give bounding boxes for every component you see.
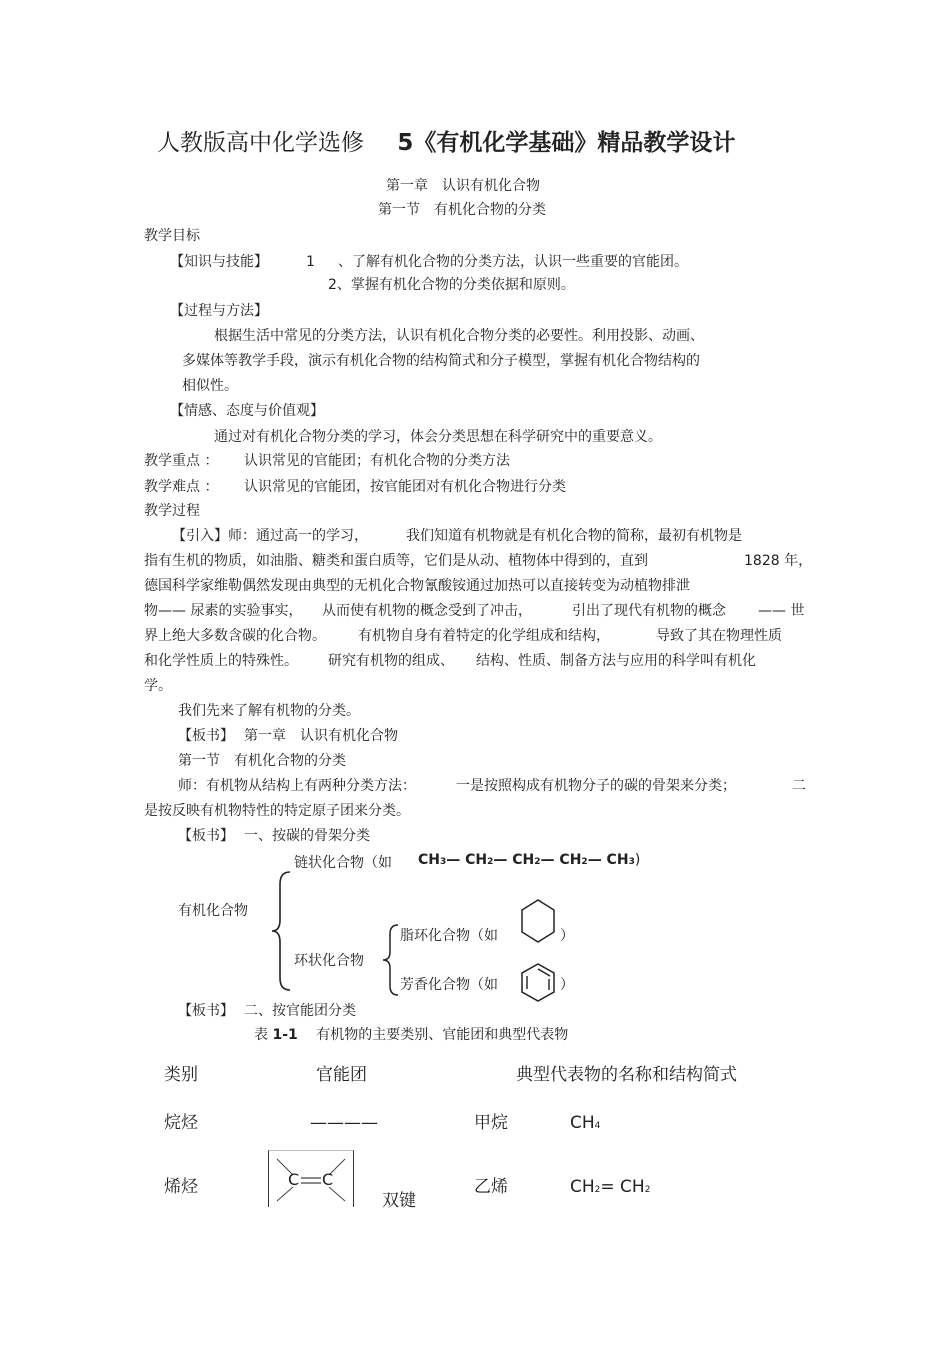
key-point-text: 认识常见的官能团；有机化合物的分类方法 (244, 453, 510, 469)
intro-text: 我们知道有机物就是有机化合物的简称，最初有机物是 (406, 528, 742, 544)
pentane-formula (418, 852, 640, 868)
intro-text: 物—— 尿素的实验事实， (144, 603, 303, 619)
process-label: 【过程与方法】 (170, 303, 268, 319)
table-cell-name: 甲烷 (474, 1113, 508, 1133)
alicyclic-label: 脂环化合物（如 (400, 928, 498, 944)
teacher-text: 是按反映有机物特性的特定原子团来分类。 (144, 803, 410, 819)
board-text: 第一章 认识有机化合物 (244, 728, 398, 744)
organic-compound-root: 有机化合物 (178, 903, 248, 919)
table-header: 官能团 (316, 1065, 367, 1085)
aromatic-label: 芳香化合物（如 (400, 977, 498, 993)
learn-classify-text: 我们先来了解有机物的分类。 (178, 703, 360, 719)
process-line: 根据生活中常见的分类方法，认识有机化合物分类的必要性。利用投影、动画、 (214, 328, 704, 344)
board-text: 二、按官能团分类 (244, 1003, 356, 1019)
formula-part: — CH (446, 852, 488, 868)
formula-sub: 2 (534, 857, 541, 867)
difficulty-text: 认识常见的官能团，按官能团对有机化合物进行分类 (244, 479, 566, 495)
knowledge-item2: 2、掌握有机化合物的分类依据和原则。 (328, 277, 575, 293)
intro-text: 引出了现代有机物的概念 (572, 603, 726, 619)
title-part1: 人教版高中化学选修 (157, 130, 364, 156)
difficulty-label: 教学难点 ： (144, 479, 219, 495)
close-paren: ） (560, 977, 574, 993)
key-point-label: 教学重点 ： (144, 453, 219, 469)
section-heading: 第一节 有机化合物的分类 (378, 202, 546, 218)
knowledge-num: 1 (306, 254, 315, 270)
table-cell-formula (570, 1112, 600, 1137)
goals-heading: 教学目标 (144, 228, 200, 244)
intro-text: 研究有机物的组成、 (328, 653, 454, 669)
board-label: 【板书】 (178, 828, 234, 844)
table-cell-formula (570, 1176, 650, 1201)
formula-part: = CH (600, 1177, 645, 1197)
formula-part: — CH (587, 852, 629, 868)
board-label: 【板书】 (178, 1003, 234, 1019)
intro-text: 和化学性质上的特殊性。 (144, 653, 298, 669)
table-header: 典型代表物的名称和结构简式 (516, 1065, 737, 1085)
double-bond-lines-icon (269, 1151, 353, 1207)
caption-text: 有机物的主要类别、官能团和典型代表物 (316, 1027, 569, 1043)
board-text: 一、按碳的骨架分类 (244, 828, 370, 844)
intro-text: 导致了其在物理性质 (656, 628, 782, 644)
title-part2: 5《有机化学基础》精品教学设计 (397, 130, 736, 156)
formula-part: ) (634, 852, 641, 868)
formula-part: CH (570, 1177, 595, 1197)
process-line: 相似性。 (182, 378, 238, 394)
knowledge-item1: 、了解有机化合物的分类方法，认识一些重要的官能团。 (338, 254, 688, 270)
formula-sub: 3 (440, 857, 447, 867)
intro-text: 德国科学家维勒偶然发现由典型的无机化合物氰酸铵通过加热可以直接转变为动植物排泄 (144, 578, 690, 594)
carbon-atom: C (288, 1170, 300, 1189)
intro-text: 1828 年， (744, 553, 813, 569)
intro-text: 学。 (144, 678, 172, 694)
process-heading: 教学过程 (144, 503, 200, 519)
formula-part: CH (570, 1113, 595, 1133)
intro-text: 结构、性质、制备方法与应用的科学叫有机化 (476, 653, 756, 669)
double-bond-structure-icon (268, 1150, 354, 1207)
carbon-atom: C (322, 1170, 334, 1189)
intro-text: 从而使有机物的概念受到了冲击， (322, 603, 532, 619)
formula-sub: 4 (594, 1121, 601, 1131)
brace-main-icon (268, 868, 298, 994)
emotion-label: 【情感、态度与价值观】 (170, 403, 324, 419)
table-cell-category: 烷烃 (164, 1113, 198, 1133)
cyclohexane-icon (520, 898, 556, 946)
intro-text: 有机物自身有着特定的化学组成和结构， (358, 628, 610, 644)
board-label: 【板书】 (178, 728, 234, 744)
caption-prefix: 表 (254, 1027, 268, 1043)
table-cell-name: 乙烯 (474, 1177, 508, 1197)
close-paren: ） (560, 928, 574, 944)
formula-sub: 2 (644, 1185, 651, 1195)
table-header: 类别 (164, 1065, 198, 1085)
formula-sub: 2 (594, 1185, 601, 1195)
table-caption (254, 1026, 568, 1044)
chapter-heading: 第一章 认识有机化合物 (386, 178, 540, 194)
brace-ring-icon (380, 922, 402, 998)
formula-sub: 2 (487, 857, 494, 867)
formula-sub: 2 (581, 857, 588, 867)
formula-part: CH (418, 852, 440, 868)
table-cell-group: 双键 (382, 1191, 416, 1211)
chain-compound-label: 链状化合物（如 (294, 855, 392, 871)
table-cell-group: ———— (310, 1113, 378, 1133)
intro-text: —— 世 (758, 603, 805, 619)
intro-text: 【引入】师：通过高一的学习， (172, 528, 368, 544)
emotion-text: 通过对有机化合物分类的学习，体会分类思想在科学研究中的重要意义。 (214, 429, 662, 445)
teacher-text: 师：有机物从结构上有两种分类方法： (178, 778, 416, 794)
ring-compound-label: 环状化合物 (294, 953, 364, 969)
process-line: 多媒体等教学手段，演示有机化合物的结构简式和分子模型，掌握有机化合物结构的 (182, 353, 700, 369)
teacher-text: 二 (792, 778, 806, 794)
table-cell-category: 烯烃 (164, 1177, 198, 1197)
board-section: 第一节 有机化合物的分类 (178, 753, 346, 769)
benzene-icon (520, 962, 556, 1004)
intro-text: 指有生机的物质，如油脂、糖类和蛋白质等，它们是从动、植物体中得到的，直到 (144, 553, 648, 569)
intro-text: 界上绝大多数含碳的化合物。 (144, 628, 326, 644)
formula-sub: 3 (628, 857, 635, 867)
knowledge-label: 【知识与技能】 (170, 254, 268, 270)
document-title (157, 128, 735, 158)
caption-number: 1-1 (272, 1027, 298, 1043)
formula-part: — CH (493, 852, 535, 868)
teacher-text: 一是按照构成有机物分子的碳的骨架来分类； (456, 778, 736, 794)
formula-part: — CH (540, 852, 582, 868)
